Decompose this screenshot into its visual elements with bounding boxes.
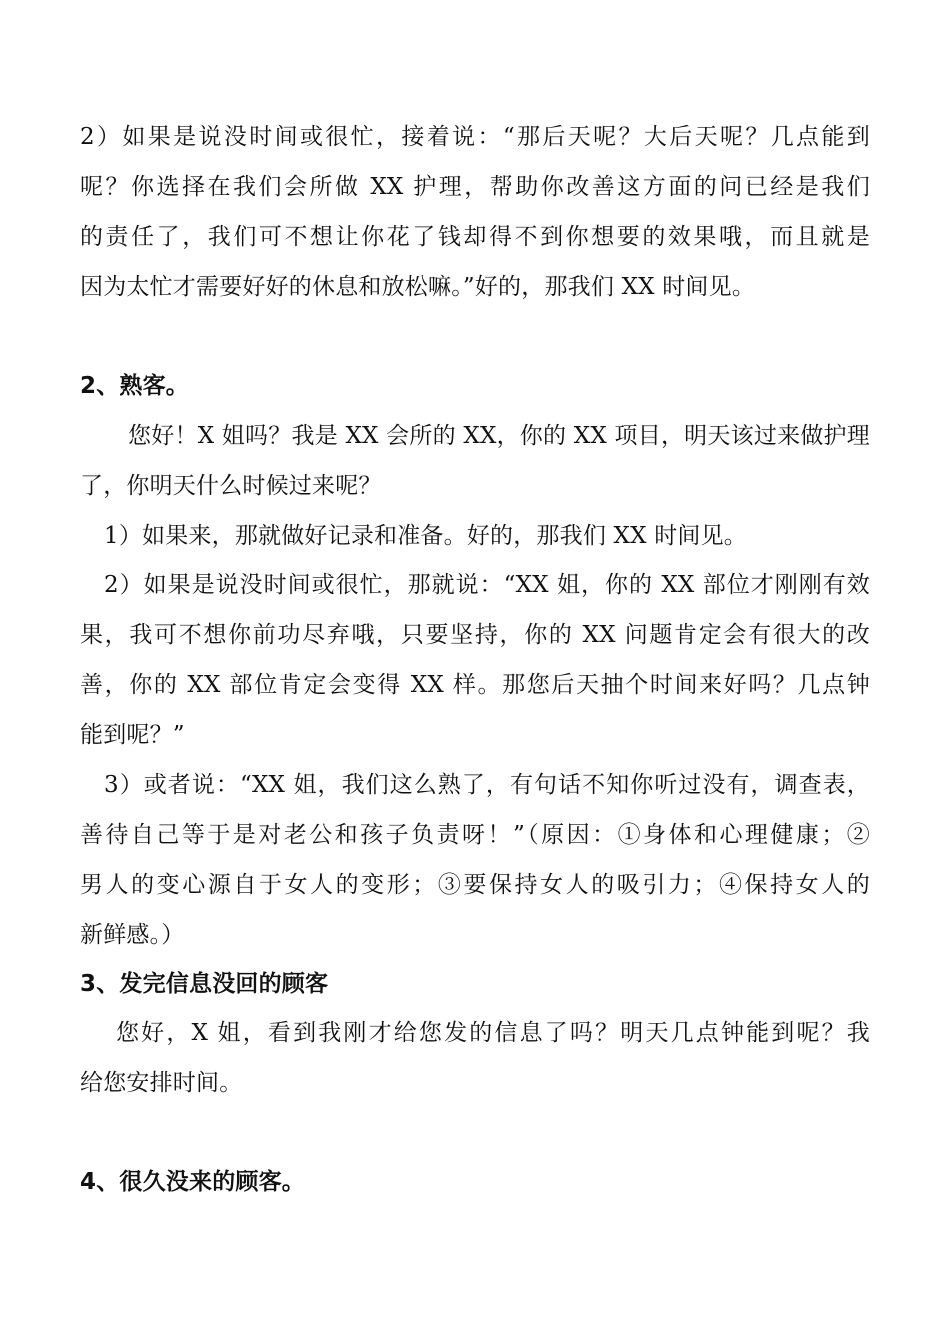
paragraph-line: 的责任了，我们可不想让你花了钱却得不到你想要的效果哦，而且就是 [80, 224, 870, 250]
paragraph-line: 2）如果是说没时间或很忙，接着说：“那后天呢？大后天呢？几点能到 [80, 124, 870, 150]
paragraph-line: 新鲜感。） [80, 922, 185, 948]
section-heading: 4、很久没来的顾客。 [80, 1169, 306, 1195]
section-heading: 2、熟客。 [80, 373, 190, 399]
paragraph-line: 3）或者说：“XX 姐，我们这么熟了，有句话不知你听过没有，调查表， [104, 772, 870, 798]
paragraph-line: 1）如果来，那就做好记录和准备。好的，那我们 XX 时间见。 [104, 523, 748, 549]
paragraph-line: 2）如果是说没时间或很忙，那就说：“XX 姐，你的 XX 部位才刚刚有效 [104, 572, 870, 598]
paragraph-line: 因为太忙才需要好好的休息和放松嘛。”好的，那我们 XX 时间见。 [80, 274, 756, 300]
paragraph-line: 能到呢？” [80, 722, 185, 748]
paragraph-line: 呢？你选择在我们会所做 XX 护理，帮助你改善这方面的问已经是我们 [80, 174, 870, 200]
paragraph-line: 果，我可不想你前功尽弃哦，只要坚持，你的 XX 问题肯定会有很大的改 [80, 622, 870, 648]
paragraph-line: 男人的变心源自于女人的变形；③要保持女人的吸引力；④保持女人的 [80, 872, 870, 898]
paragraph-line: 您好！X 姐吗？我是 XX 会所的 XX，你的 XX 项目，明天该过来做护理 [128, 423, 870, 449]
paragraph-line: 您好，X 姐，看到我刚才给您发的信息了吗？明天几点钟能到呢？我 [116, 1020, 870, 1046]
paragraph-line: 善，你的 XX 部位肯定会变得 XX 样。那您后天抽个时间来好吗？几点钟 [80, 672, 870, 698]
paragraph-line: 给您安排时间。 [80, 1070, 243, 1096]
paragraph-line: 了，你明天什么时候过来呢？ [80, 473, 382, 499]
section-heading: 3、发完信息没回的顾客 [80, 971, 329, 997]
paragraph-line: 善待自己等于是对老公和孩子负责呀！”（原因：①身体和心理健康；② [80, 822, 870, 848]
